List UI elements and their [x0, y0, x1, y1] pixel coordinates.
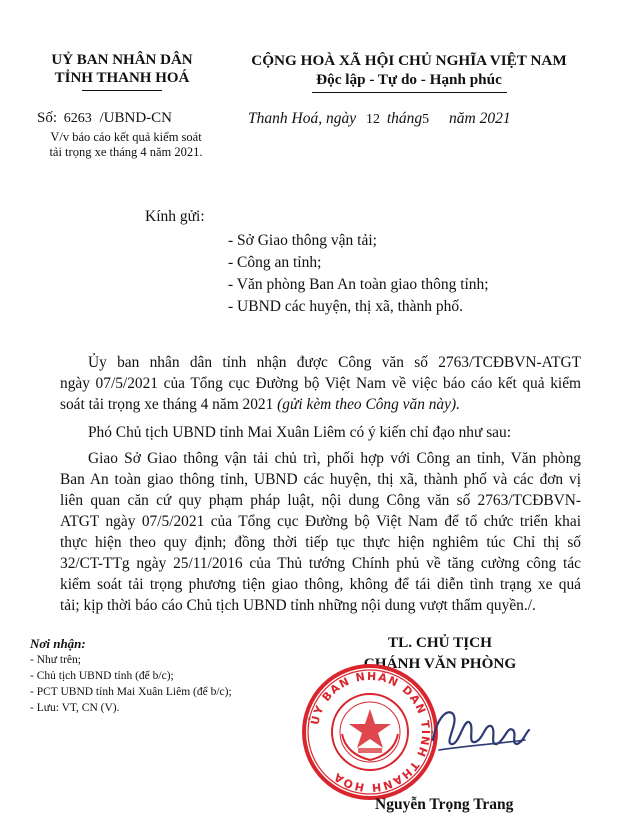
doc-number-suffix: /UBND-CN — [99, 110, 173, 126]
subject-line1: V/v báo cáo kết quả kiểm soát — [50, 130, 202, 144]
signer-name: Nguyễn Trọng Trang — [375, 796, 514, 813]
distribution-item: - Như trên; — [30, 654, 81, 666]
paragraph-line: 32/CT-TTg ngày 25/11/2016 của Thủ tướng Chính phủ về tăng cường công tác — [60, 555, 581, 572]
signer-title-1: TL. CHỦ TỊCH — [388, 634, 492, 651]
paragraph-line — [60, 394, 581, 415]
paragraph-line: ATGT ngày 07/5/2021 của Tổng cục Đường bộ Việt Nam để tổ chức triển khai — [60, 513, 581, 530]
recipient-item: - Công an tỉnh; — [228, 254, 322, 271]
doc-number-label: Số: — [37, 110, 58, 126]
seal-text: ỦY BAN NHÂN DÂN TỈNH THANH HÓA — [308, 669, 433, 795]
body-paragraph-3 — [60, 448, 581, 616]
paragraph-line: tải; kịp thời báo cáo Chủ tịch UBND tỉnh những nội dung vượt thẩm quyền./. — [60, 597, 536, 614]
org-name-line2: TỈNH THANH HOÁ — [54, 70, 190, 86]
handwritten-signature — [425, 700, 535, 760]
paragraph-text: soát tải trọng xe tháng 4 năm 2021 — [60, 396, 274, 413]
org-name-line1: UỶ BAN NHÂN DÂN — [51, 52, 193, 68]
body-paragraph-1 — [60, 352, 581, 415]
paragraph-line: thực hiện theo quy định; đồng thời tiếp tục thực hiện nghiêm túc Chỉ thị số — [60, 534, 581, 551]
date-line — [248, 110, 511, 128]
date-month: 5 — [422, 112, 430, 127]
paragraph-line: ngày 07/5/2021 của Tổng cục Đường bộ Việt Nam về việc báo cáo kết quả kiểm — [60, 375, 581, 392]
motto-underline — [312, 92, 507, 93]
paragraph-line: Giao Sở Giao thông vận tải chủ trì, phối hợp với Công an tỉnh, Văn phòng — [88, 450, 581, 467]
paragraph-italic-note: (gửi kèm theo Công văn này). — [277, 396, 460, 413]
recipient-item: - UBND các huyện, thị xã, thành phố. — [228, 298, 464, 315]
paragraph-line: Ủy ban nhân dân tỉnh nhận được Công văn số 2763/TCĐBVN-ATGT — [88, 354, 581, 371]
distribution-title: Nơi nhận: — [30, 636, 86, 651]
distribution-item: - Lưu: VT, CN (V). — [30, 702, 120, 714]
body-paragraph-2 — [60, 422, 581, 443]
date-place: Thanh Hoá, ngày — [248, 110, 357, 127]
date-year: năm 2021 — [449, 110, 511, 127]
paragraph-line: kiểm soát tải trọng phương tiện giao thông, không để tái diễn tình trạng xe quá — [60, 576, 581, 593]
org-underline — [82, 90, 162, 91]
doc-number — [37, 110, 172, 127]
recipient-item: - Sở Giao thông vận tải; — [228, 232, 377, 249]
date-month-label: tháng — [386, 110, 423, 127]
doc-number-value: 6263 — [63, 111, 92, 126]
official-seal — [300, 662, 440, 802]
nation-title: CỘNG HOÀ XÃ HỘI CHỦ NGHĨA VIỆT NAM — [251, 52, 567, 69]
paragraph-line: Phó Chủ tịch UBND tỉnh Mai Xuân Liêm có ý kiến chỉ đạo như sau: — [88, 424, 511, 441]
recipients-label: Kính gửi: — [145, 208, 205, 225]
distribution-item: - PCT UBND tỉnh Mai Xuân Liêm (để b/c); — [30, 686, 232, 698]
paragraph-line: Ban An toàn giao thông tỉnh, UBND các huyện, thị xã, thành phố và các đơn vị — [60, 471, 581, 488]
paragraph-line: liên quan căn cứ quy phạm pháp luật, nội dung Công văn số 2763/TCĐBVN- — [60, 492, 581, 509]
recipient-item: - Văn phòng Ban An toàn giao thông tỉnh; — [228, 276, 489, 293]
distribution-item: - Chủ tịch UBND tỉnh (để b/c); — [30, 670, 174, 682]
signer-title-2: CHÁNH VĂN PHÒNG — [363, 655, 517, 672]
date-day: 12 — [365, 112, 380, 127]
national-motto: Độc lập - Tự do - Hạnh phúc — [316, 71, 502, 88]
subject-line2: tải trọng xe tháng 4 năm 2021. — [49, 145, 203, 159]
